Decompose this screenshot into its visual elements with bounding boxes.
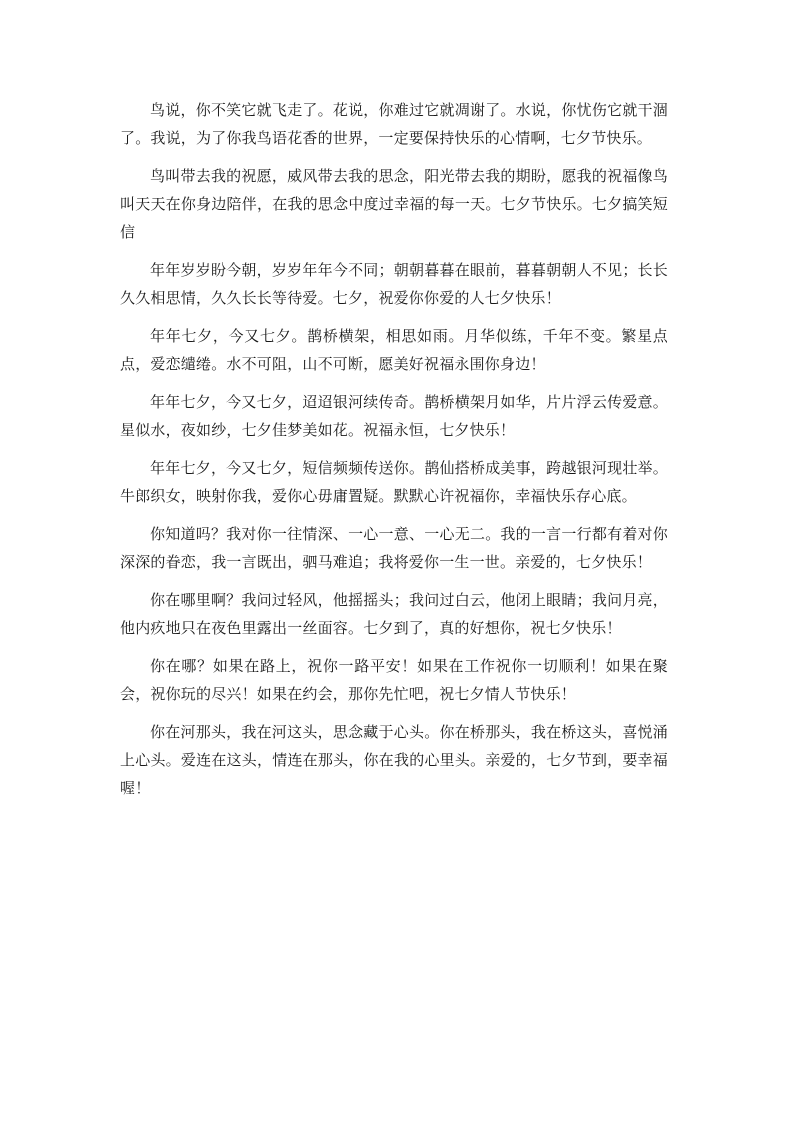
document-body [120, 96, 668, 812]
paragraph: 你在河那头，我在河这头，思念藏于心头。你在桥那头，我在桥这头，喜悦涌上心头。爱连在这头，情连在那头，你在我的心里头。亲爱的，七夕节到，要幸福喔！ [120, 723, 668, 797]
paragraph: 鸟说，你不笑它就飞走了。花说，你难过它就凋谢了。水说，你忧伤它就干涸了。我说，为了你我鸟语花香的世界，一定要保持快乐的心情啊，七夕节快乐。 [120, 101, 668, 147]
paragraph: 年年七夕，今又七夕，迢迢银河续传奇。鹊桥横架月如华，片片浮云传爱意。星似水，夜如纱，七夕佳梦美如花。祝福永恒，七夕快乐！ [120, 393, 668, 439]
paragraph: 年年七夕，今又七夕，短信频频传送你。鹊仙搭桥成美事，跨越银河现壮举。牛郎织女，映射你我，爱你心毋庸置疑。默默心许祝福你，幸福快乐存心底。 [120, 459, 668, 505]
paragraph: 你在哪里啊？我问过轻风，他摇摇头；我问过白云，他闭上眼睛；我问月亮，他内疚地只在夜色里露出一丝面容。七夕到了，真的好想你，祝七夕快乐！ [120, 591, 668, 637]
paragraph: 鸟叫带去我的祝愿，威风带去我的思念，阳光带去我的期盼，愿我的祝福像鸟叫天天在你身边陪伴，在我的思念中度过幸福的每一天。七夕节快乐。七夕搞笑短信 [120, 167, 668, 241]
paragraph: 年年岁岁盼今朝，岁岁年年今不同；朝朝暮暮在眼前，暮暮朝朝人不见；长长久久相思情，久久长长等待爱。七夕，祝爱你你爱的人七夕快乐！ [120, 261, 668, 307]
paragraph: 你在哪？如果在路上，祝你一路平安！如果在工作祝你一切顺利！如果在聚会，祝你玩的尽兴！如果在约会，那你先忙吧，祝七夕情人节快乐！ [120, 657, 668, 703]
paragraph: 年年七夕，今又七夕。鹊桥横架，相思如雨。月华似练，千年不变。繁星点点，爱恋缱绻。水不可阻，山不可断，愿美好祝福永围你身边！ [120, 327, 668, 373]
paragraph: 你知道吗？我对你一往情深、一心一意、一心无二。我的一言一行都有着对你深深的眷恋，我一言既出，驷马难追；我将爱你一生一世。亲爱的，七夕快乐！ [120, 525, 668, 571]
